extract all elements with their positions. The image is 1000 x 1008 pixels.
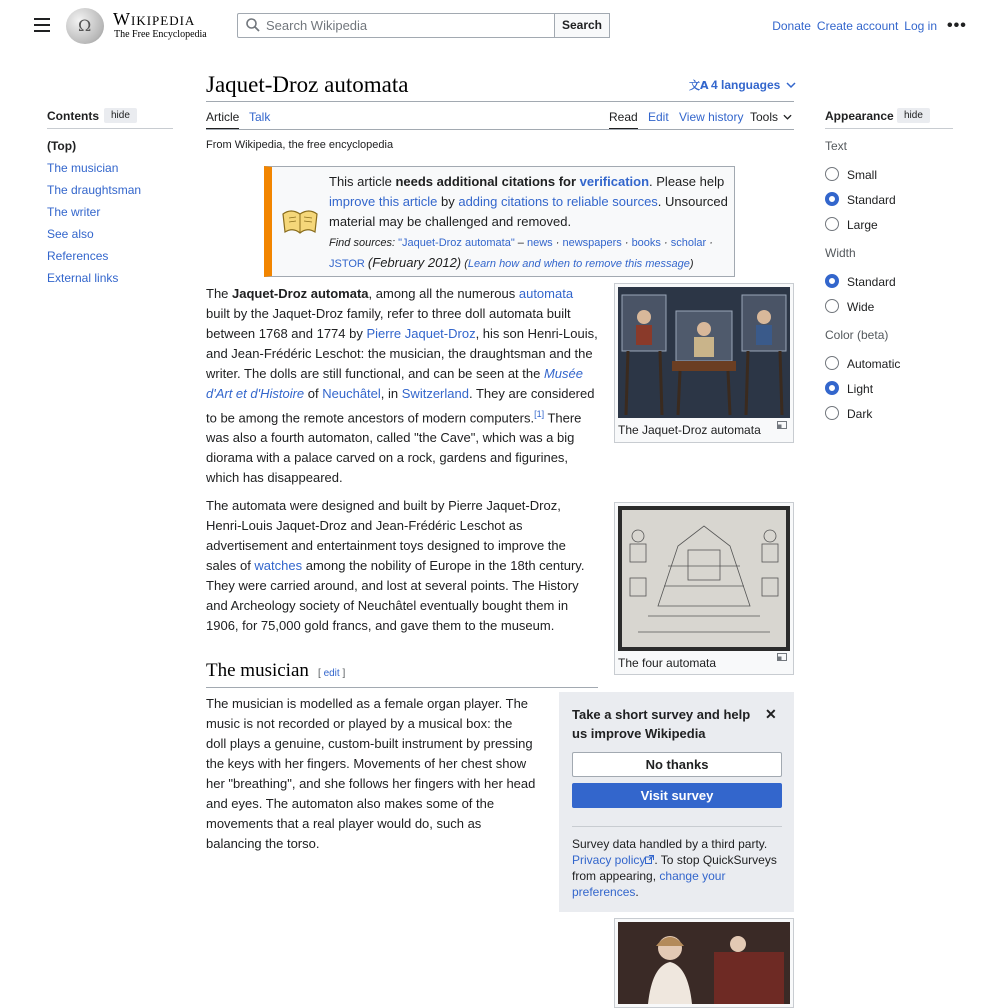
radio-color-dark[interactable] [825, 406, 839, 420]
scholar-link[interactable]: scholar [670, 237, 707, 249]
survey-divider [572, 826, 782, 827]
watches-link[interactable]: watches [254, 558, 303, 573]
radio-label-width-wide: Wide [847, 300, 875, 314]
news-link[interactable]: news [526, 237, 553, 249]
toc-item-see-also[interactable]: See also [47, 227, 94, 241]
section-divider [206, 687, 598, 688]
language-count: 4 languages [711, 78, 781, 92]
pierre-jaquet-droz-link[interactable]: Pierre Jaquet-Droz [366, 326, 476, 341]
svg-text:文A: 文A [689, 79, 709, 92]
radio-color-automatic[interactable] [825, 356, 839, 370]
figure-caption: The four automata [618, 656, 717, 670]
toc-heading: Contents [47, 109, 99, 123]
musee-link[interactable]: Musée d'Art et d'Histoire [206, 366, 583, 401]
more-options-icon[interactable]: ••• [947, 17, 967, 34]
radio-text-standard[interactable] [825, 192, 839, 206]
radio-label-automatic: Automatic [847, 357, 901, 371]
toc-divider [47, 128, 173, 129]
newspapers-link[interactable]: newspapers [562, 237, 622, 249]
tab-talk[interactable]: Talk [249, 110, 271, 124]
enlarge-icon[interactable] [777, 421, 787, 429]
survey-title: Take a short survey and help us improve Wikipedia [572, 707, 751, 741]
section-heading-musician: The musician [206, 660, 309, 681]
musician-photo[interactable] [618, 922, 790, 1004]
radio-label-standard: Standard [847, 193, 896, 207]
figure-caption: The Jaquet-Droz automata [618, 423, 761, 437]
tabs-divider [206, 129, 794, 130]
no-thanks-button[interactable]: No thanks [572, 752, 782, 777]
radio-label-width-standard: Standard [847, 275, 896, 289]
donate-link[interactable]: Donate [772, 19, 811, 33]
text-size-label: Text [825, 139, 848, 153]
history-paragraph: The automata were designed and built by Pierre Jaquet-Droz, Henri-Louis Jaquet-Droz and Jean-Frédéric Leschot as advertisement and entertainment toys designed to improve the sales of watches among the nobility of Europe in the 18th century. They were carried around, and lost at several points. The History and Archeology society of Neuchâtel eventually bought them in 1906, for 75,000 gold francs, and gave them to the museum. [206, 498, 585, 633]
book-icon [281, 206, 319, 236]
create-account-link[interactable]: Create account [816, 19, 899, 33]
tools-menu[interactable] [750, 110, 792, 124]
user-links [772, 19, 937, 33]
privacy-policy-link[interactable]: Privacy policy [572, 853, 646, 867]
switzerland-link[interactable]: Switzerland [401, 386, 469, 401]
close-icon[interactable]: ✕ [765, 706, 777, 722]
musician-paragraph: The musician is modelled as a female organ player. The music is not recorded or played by a musical box: the doll plays a genuine, custom-built instrument by pressing the keys with her fingers. Movements of her chest show her "breathing", and she follows her fingers with her head and eyes. The automaton also makes some of the movements that a real player would do, such as balancing the torso. [206, 696, 536, 851]
visit-survey-button[interactable]: Visit survey [572, 783, 782, 808]
radio-label-light: Light [847, 382, 874, 396]
survey-footer: Survey data handled by a third party. Privacy policy . To stop QuickSurveys from appearing, change your preferences. [572, 837, 777, 899]
search-icon [246, 18, 260, 32]
radio-width-standard[interactable] [825, 274, 839, 288]
title-divider [206, 101, 794, 102]
page-title: Jaquet-Droz automata [206, 72, 409, 97]
search-box[interactable] [237, 13, 555, 38]
verification-link[interactable]: verification [579, 174, 650, 189]
wikipedia-globe-logo[interactable] [66, 8, 104, 44]
learn-remove-link[interactable]: Learn how and when to remove this message [467, 258, 690, 270]
tab-view-history[interactable]: View history [679, 110, 744, 124]
tab-article[interactable]: Article [206, 110, 239, 130]
radio-text-large[interactable] [825, 217, 839, 231]
automata-link[interactable]: automata [518, 286, 574, 301]
logo-mark: Ω [78, 16, 92, 35]
intro-paragraph: The Jaquet-Droz automata, among all the numerous automata built by the Jaquet-Droz family, refer to three doll automata built between 1768 and 1774 by Pierre Jaquet-Droz, his son Henri-Louis, and Jean-Frédéric Leschot: the musician, the draughtsman and the writer. The dolls are still functional, and can be seen at the Musée d'Art et d'Histoire of Neuchâtel, in Switzerland. They are considered to be among the remote ancestors of modern computers.[1] There was also a fourth automaton, called "the Cave", which was a big diorama with a palace carved on a rock, gardens and figurines, which has disappeared. [206, 286, 598, 486]
radio-color-light[interactable] [825, 381, 839, 395]
translate-icon [689, 78, 709, 92]
books-link[interactable]: books [631, 237, 661, 249]
tab-edit[interactable]: Edit [648, 110, 669, 124]
main-menu-icon[interactable] [34, 18, 50, 32]
find-sources: Find sources: "Jaquet-Droz automata" – news · newspapers · books · scholar · JSTOR (February 2012) (Learn how and when to remove this message) [329, 237, 713, 270]
jstor-link[interactable]: JSTOR [329, 258, 365, 270]
chevron-down-icon [783, 114, 792, 120]
find-sources-query-link[interactable]: "Jaquet-Droz automata" [398, 237, 515, 249]
toc-item-external-links[interactable]: External links [47, 271, 119, 285]
toc-item-draughtsman[interactable]: The draughtsman [47, 183, 142, 197]
width-label: Width [825, 246, 856, 260]
wikipedia-wordmark[interactable]: Wikipedia [113, 9, 196, 29]
site-subtitle: From Wikipedia, the free encyclopedia [206, 139, 394, 151]
reference-1-link[interactable]: [1] [534, 409, 545, 419]
tools-label: Tools [750, 110, 779, 124]
figure-automata [614, 283, 794, 443]
enlarge-icon[interactable] [777, 653, 787, 661]
section-edit: [ edit ] [318, 668, 346, 679]
toc-item-top[interactable]: (Top) [47, 139, 77, 153]
radio-label-small: Small [847, 168, 878, 182]
toc-hide-button[interactable]: hide [104, 108, 137, 123]
neuchatel-link[interactable]: Neuchâtel [322, 386, 381, 401]
color-label: Color (beta) [825, 328, 889, 342]
language-button[interactable] [689, 78, 796, 92]
tagline: The Free Encyclopedia [114, 29, 207, 40]
adding-citations-link[interactable]: adding citations to reliable sources [458, 194, 658, 209]
toc-item-musician[interactable]: The musician [47, 161, 119, 175]
search-input[interactable] [266, 14, 546, 37]
figure-four-automata [614, 502, 794, 675]
radio-text-small[interactable] [825, 167, 839, 181]
automata-photo[interactable] [618, 287, 790, 418]
radio-width-wide[interactable] [825, 299, 839, 313]
section-edit-link[interactable]: edit [323, 668, 340, 679]
improve-article-link[interactable]: improve this article [329, 194, 438, 209]
chevron-down-icon [786, 82, 796, 88]
appearance-divider [825, 128, 953, 129]
external-link-icon [645, 855, 654, 864]
toc-item-references[interactable]: References [47, 249, 109, 263]
four-automata-engraving[interactable] [618, 506, 790, 651]
toc-item-writer[interactable]: The writer [47, 205, 101, 219]
log-in-link[interactable]: Log in [904, 19, 937, 33]
appearance-heading: Appearance [825, 109, 894, 123]
tab-read[interactable]: Read [609, 110, 638, 130]
figure-musician [614, 918, 794, 1008]
radio-label-large: Large [847, 218, 878, 232]
citation-notice-text: This article needs additional citations for verification. Please help improve this article by adding citations to reliable sources. Unsourced material may be challenged and removed. [329, 174, 728, 229]
search-button[interactable]: Search [554, 13, 610, 38]
radio-label-dark: Dark [847, 407, 873, 421]
change-preferences-link[interactable]: change your preferences [572, 869, 726, 899]
appearance-hide-button[interactable]: hide [897, 108, 930, 123]
